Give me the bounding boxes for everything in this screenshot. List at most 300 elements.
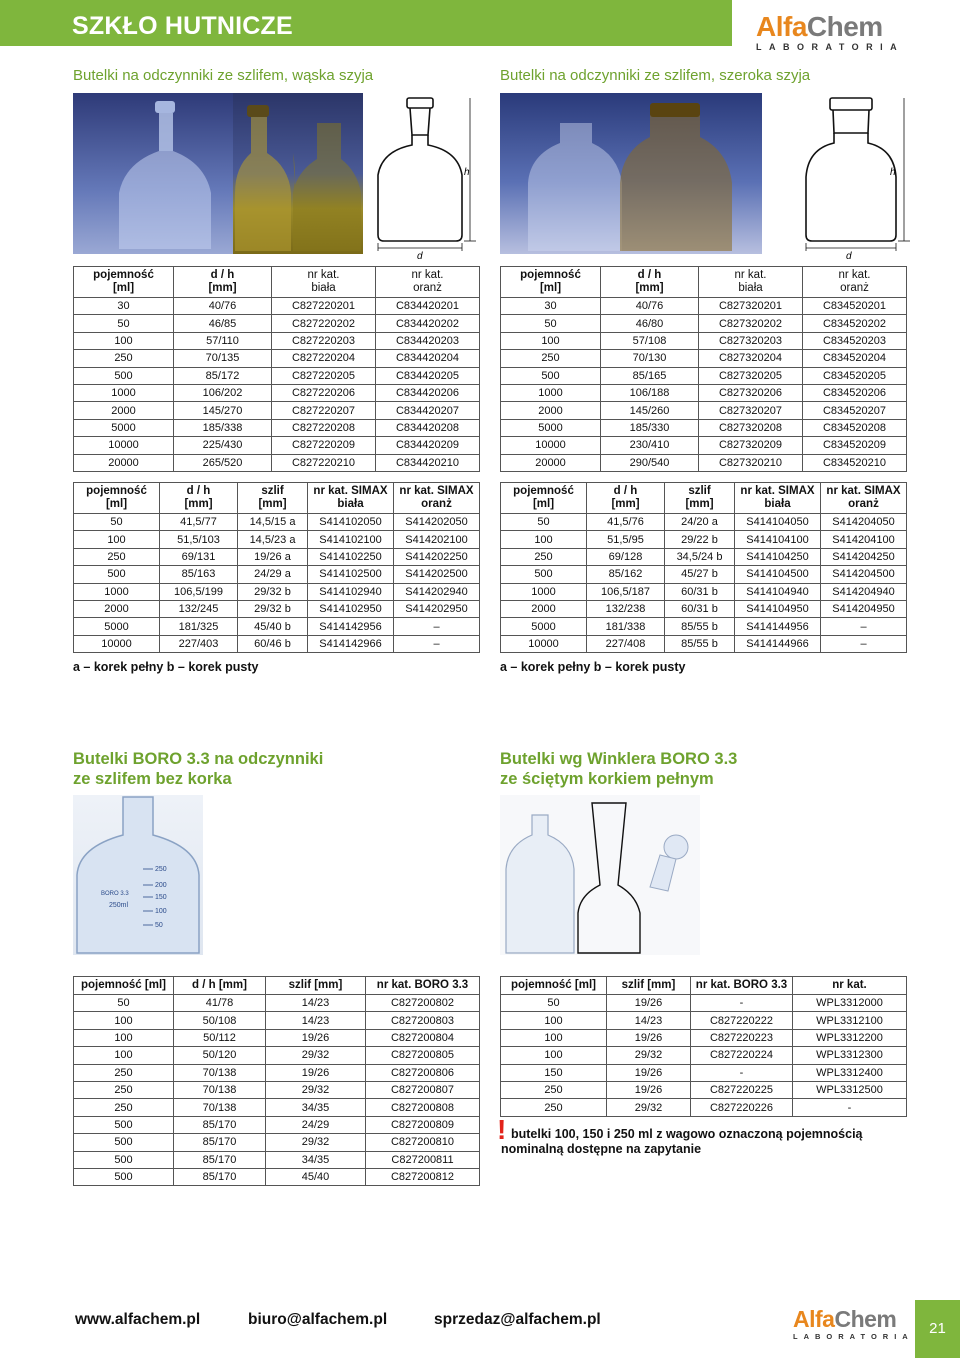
table-cell: C834520208	[803, 419, 907, 436]
table-row	[74, 350, 480, 367]
table-cell: C834520203	[803, 332, 907, 349]
table-cell: C827220205	[272, 367, 376, 384]
table-cell: 29/32	[607, 1099, 691, 1116]
table-cell: S414102050	[308, 514, 394, 531]
table-cell: 250	[74, 1064, 174, 1081]
table-cell: 100	[501, 1047, 607, 1064]
table-cell: C834520209	[803, 437, 907, 454]
table-cell: 24/20 a	[665, 514, 735, 531]
table-cell: S414204250	[821, 548, 907, 565]
table-cell: 50	[74, 514, 160, 531]
table-cell: 227/403	[160, 635, 238, 652]
table-cell: C834420202	[376, 315, 480, 332]
table-cell: 10000	[74, 635, 160, 652]
table-cell: 500	[74, 1151, 174, 1168]
table-cell: S414142966	[308, 635, 394, 652]
table-row	[501, 350, 907, 367]
table-cell: 41/78	[174, 995, 266, 1012]
table-cell: C827220226	[691, 1099, 793, 1116]
table-cell: 24/29 a	[238, 566, 308, 583]
col-header: pojemność [ml]	[501, 483, 587, 514]
table-cell: S414102950	[308, 600, 394, 617]
table-cell: 41,5/76	[587, 514, 665, 531]
table-cell: 250	[74, 1099, 174, 1116]
table-cell: 57/110	[174, 332, 272, 349]
table-cell: 50	[501, 995, 607, 1012]
table-cell: 500	[74, 566, 160, 583]
table-row	[74, 1151, 480, 1168]
table-cell: 29/22 b	[665, 531, 735, 548]
table-cell: 500	[501, 367, 601, 384]
table-cell: C827320206	[699, 384, 803, 401]
table-row	[74, 1012, 480, 1029]
photo-winkler-bottle	[500, 795, 700, 955]
table-row	[74, 635, 480, 652]
table-cell: WPL3312000	[793, 995, 907, 1012]
table-cell: 19/26	[607, 1029, 691, 1046]
table-cell: 100	[501, 332, 601, 349]
table-cell: S414202500	[394, 566, 480, 583]
table-row	[74, 315, 480, 332]
table-cell: C834520210	[803, 454, 907, 471]
table-cell: 60/46 b	[238, 635, 308, 652]
table-row	[501, 566, 907, 583]
table-cell: C827220224	[691, 1047, 793, 1064]
table-row	[501, 995, 907, 1012]
table-cell: 70/130	[601, 350, 699, 367]
table-row	[74, 384, 480, 401]
table-cell: 60/31 b	[665, 583, 735, 600]
availability-note-2: nominalną dostępne na zapytanie	[501, 1142, 702, 1156]
table-cell: 34/35	[266, 1151, 366, 1168]
alfachem-logo: AlfaChem LABORATORIA	[756, 11, 905, 52]
table-cell: 50	[501, 514, 587, 531]
table-cell: 10000	[501, 437, 601, 454]
col-header: nr kat. oranż	[803, 267, 907, 298]
table-cell: 2000	[74, 402, 174, 419]
table-cell: C827220223	[691, 1029, 793, 1046]
table-cell: 45/27 b	[665, 566, 735, 583]
photo-wide-bottles	[500, 93, 762, 254]
table-cell: 85/163	[160, 566, 238, 583]
table-cell: 5000	[501, 618, 587, 635]
footer-email-sales[interactable]: sprzedaz@alfachem.pl	[434, 1311, 601, 1328]
table-cell: S414144956	[735, 618, 821, 635]
table-cell: S414102500	[308, 566, 394, 583]
table-cell: C834420209	[376, 437, 480, 454]
table-row	[501, 315, 907, 332]
table-row	[501, 454, 907, 471]
table-cell: C827200803	[366, 1012, 480, 1029]
table-cell: S414104100	[735, 531, 821, 548]
table-cell: C827200812	[366, 1168, 480, 1185]
table-cell: 19/26	[266, 1029, 366, 1046]
table-row	[501, 1012, 907, 1029]
table-cell: 5000	[74, 618, 160, 635]
table-winkler	[500, 976, 907, 1117]
table-cell: -	[691, 1064, 793, 1081]
col-header: d / h [mm]	[160, 483, 238, 514]
table-cell: 1000	[501, 583, 587, 600]
label-h: h	[464, 167, 470, 178]
table-cell: 85/165	[601, 367, 699, 384]
table-row	[501, 332, 907, 349]
table-cell: 250	[501, 1099, 607, 1116]
section-title-wide: Butelki na odczynniki ze szlifem, szeroka szyja	[500, 67, 811, 84]
table-row	[501, 1064, 907, 1081]
table-cell: 500	[74, 1168, 174, 1185]
table-cell: 100	[501, 1012, 607, 1029]
svg-text:200: 200	[155, 882, 167, 889]
col-header: pojemność [ml]	[74, 267, 174, 298]
table-cell: 250	[74, 1081, 174, 1098]
label-d: d	[417, 251, 423, 260]
table-row	[74, 402, 480, 419]
table-cell: S414104500	[735, 566, 821, 583]
table-narrow-simax	[73, 482, 480, 653]
col-header: pojemność [ml]	[74, 483, 160, 514]
table-cell: C827220210	[272, 454, 376, 471]
table-cell: 70/138	[174, 1064, 266, 1081]
table-row	[74, 618, 480, 635]
svg-text:250ml: 250ml	[109, 902, 129, 909]
table-cell: 45/40	[266, 1168, 366, 1185]
table-cell: S414104940	[735, 583, 821, 600]
table-cell: 230/410	[601, 437, 699, 454]
table-cell: S414104250	[735, 548, 821, 565]
label-h: h	[890, 167, 896, 178]
table-row	[501, 1099, 907, 1116]
table-cell: C827320203	[699, 332, 803, 349]
svg-text:250: 250	[155, 866, 167, 873]
col-header: nr kat. biała	[272, 267, 376, 298]
table-cell: 100	[74, 1029, 174, 1046]
stopper-note: a – korek pełny b – korek pusty	[500, 660, 686, 674]
table-cell: C827220201	[272, 298, 376, 315]
table-cell: 19/26 a	[238, 548, 308, 565]
col-header: pojemność [ml]	[74, 977, 174, 995]
table-cell: 106,5/187	[587, 583, 665, 600]
table-cell: S414204950	[821, 600, 907, 617]
table-row	[501, 548, 907, 565]
col-header: nr kat. BORO 3.3	[691, 977, 793, 995]
table-wide	[500, 266, 907, 472]
table-cell: S414102940	[308, 583, 394, 600]
table-row	[501, 384, 907, 401]
table-cell: 19/26	[607, 1081, 691, 1098]
col-header: szlif [mm]	[607, 977, 691, 995]
table-cell: C827200802	[366, 995, 480, 1012]
table-cell: C827220202	[272, 315, 376, 332]
table-cell: 150	[501, 1064, 607, 1081]
col-header: nr kat. oranż	[376, 267, 480, 298]
col-header: szlif [mm]	[266, 977, 366, 995]
table-cell: 46/85	[174, 315, 272, 332]
table-cell: 29/32 b	[238, 600, 308, 617]
table-cell: 29/32	[266, 1081, 366, 1098]
table-cell: 51,5/103	[160, 531, 238, 548]
table-cell: C834420205	[376, 367, 480, 384]
table-cell: 185/330	[601, 419, 699, 436]
table-row	[74, 332, 480, 349]
col-header: d / h [mm]	[601, 267, 699, 298]
table-cell: 500	[501, 566, 587, 583]
availability-note: butelki 100, 150 i 250 ml z wagowo oznaczoną pojemnością	[511, 1127, 863, 1141]
col-header: nr kat. SIMAX oranż	[394, 483, 480, 514]
table-cell: C827200808	[366, 1099, 480, 1116]
table-cell: WPL3312500	[793, 1081, 907, 1098]
table-cell: 100	[74, 1047, 174, 1064]
table-cell: 250	[501, 1081, 607, 1098]
photo-boro-bottle	[73, 795, 203, 955]
table-cell: 100	[501, 1029, 607, 1046]
table-cell: 145/270	[174, 402, 272, 419]
table-row	[501, 1029, 907, 1046]
table-row	[501, 583, 907, 600]
table-row	[74, 548, 480, 565]
table-cell: C827220204	[272, 350, 376, 367]
table-row	[74, 566, 480, 583]
table-cell: C827200807	[366, 1081, 480, 1098]
table-cell: 40/76	[601, 298, 699, 315]
table-cell: 106,5/199	[160, 583, 238, 600]
table-cell: 85/172	[174, 367, 272, 384]
table-cell: 85/170	[174, 1134, 266, 1151]
col-header: szlif [mm]	[238, 483, 308, 514]
stopper-note: a – korek pełny b – korek pusty	[73, 660, 259, 674]
table-row	[74, 995, 480, 1012]
table-cell: 2000	[501, 402, 601, 419]
table-cell: 19/26	[266, 1064, 366, 1081]
table-cell: C834520206	[803, 384, 907, 401]
bottle-drawing-narrow	[368, 95, 478, 260]
table-cell: C827320202	[699, 315, 803, 332]
table-cell: 500	[74, 367, 174, 384]
table-row	[501, 531, 907, 548]
table-cell: C827220203	[272, 332, 376, 349]
svg-text:100: 100	[155, 908, 167, 915]
table-cell: 70/138	[174, 1081, 266, 1098]
table-cell: 30	[501, 298, 601, 315]
table-cell: S414102250	[308, 548, 394, 565]
table-cell: 57/108	[601, 332, 699, 349]
footer-website[interactable]: www.alfachem.pl	[75, 1311, 201, 1328]
section-title-narrow: Butelki na odczynniki ze szlifem, wąska szyja	[73, 67, 374, 84]
table-cell: 70/135	[174, 350, 272, 367]
table-cell: C834420204	[376, 350, 480, 367]
table-row	[501, 618, 907, 635]
table-cell: S414144966	[735, 635, 821, 652]
warning-icon: !	[497, 1114, 507, 1145]
table-row	[501, 514, 907, 531]
table-cell: 34/35	[266, 1099, 366, 1116]
table-cell: C827200806	[366, 1064, 480, 1081]
table-cell: C827320205	[699, 367, 803, 384]
table-cell: C827200804	[366, 1029, 480, 1046]
table-cell: S414142956	[308, 618, 394, 635]
table-cell: 5000	[74, 419, 174, 436]
svg-text:50: 50	[155, 922, 163, 929]
table-cell: C827220222	[691, 1012, 793, 1029]
table-cell: C834520207	[803, 402, 907, 419]
section-title-winkler: Butelki wg Winklera BORO 3.3 ze ściętym korkiem pełnym	[500, 750, 738, 788]
table-cell: 41,5/77	[160, 514, 238, 531]
table-cell: S414204940	[821, 583, 907, 600]
col-header: szlif [mm]	[665, 483, 735, 514]
table-cell: C834420208	[376, 419, 480, 436]
table-cell: 50	[501, 315, 601, 332]
table-cell: WPL3312100	[793, 1012, 907, 1029]
table-cell: S414202940	[394, 583, 480, 600]
table-cell: 46/80	[601, 315, 699, 332]
table-row	[501, 635, 907, 652]
table-cell: C834420203	[376, 332, 480, 349]
table-cell: 14/23	[607, 1012, 691, 1029]
col-header: nr kat. SIMAX biała	[735, 483, 821, 514]
table-cell: C827200811	[366, 1151, 480, 1168]
table-row	[501, 437, 907, 454]
table-cell: 100	[74, 531, 160, 548]
table-cell: 20000	[501, 454, 601, 471]
table-cell: 100	[74, 332, 174, 349]
table-cell: 19/26	[607, 995, 691, 1012]
table-row	[74, 1134, 480, 1151]
alfachem-logo-footer: AlfaChem LABORATORIA	[793, 1306, 914, 1341]
table-cell: C827200810	[366, 1134, 480, 1151]
table-cell: C834520204	[803, 350, 907, 367]
table-cell: S414202100	[394, 531, 480, 548]
table-cell: 29/32 b	[238, 583, 308, 600]
col-header: nr kat. BORO 3.3	[366, 977, 480, 995]
table-cell: S414202950	[394, 600, 480, 617]
table-row	[74, 298, 480, 315]
table-cell: 20000	[74, 454, 174, 471]
table-cell: -	[793, 1099, 907, 1116]
page-number: 21	[915, 1300, 960, 1358]
table-cell: 70/138	[174, 1099, 266, 1116]
table-row	[501, 298, 907, 315]
table-row	[74, 1029, 480, 1046]
table-cell: 265/520	[174, 454, 272, 471]
table-cell: 100	[74, 1012, 174, 1029]
table-row	[74, 1168, 480, 1185]
table-cell: 250	[74, 350, 174, 367]
table-row	[74, 1116, 480, 1133]
table-row	[74, 454, 480, 471]
table-row	[74, 1099, 480, 1116]
table-cell: 100	[501, 531, 587, 548]
table-cell: 145/260	[601, 402, 699, 419]
table-cell: 10000	[501, 635, 587, 652]
table-cell: 2000	[74, 600, 160, 617]
table-cell: 14,5/15 a	[238, 514, 308, 531]
col-header: pojemność [ml]	[501, 977, 607, 995]
table-row	[74, 600, 480, 617]
table-cell: 85/55 b	[665, 635, 735, 652]
table-cell: –	[394, 635, 480, 652]
table-cell: 50	[74, 995, 174, 1012]
table-row	[74, 1047, 480, 1064]
table-cell: 30	[74, 298, 174, 315]
table-cell: 51,5/95	[587, 531, 665, 548]
table-cell: 50/120	[174, 1047, 266, 1064]
table-row	[501, 402, 907, 419]
table-cell: 185/338	[174, 419, 272, 436]
table-cell: –	[821, 635, 907, 652]
footer-email-office[interactable]: biuro@alfachem.pl	[248, 1311, 388, 1328]
table-cell: 5000	[501, 419, 601, 436]
table-cell: 69/128	[587, 548, 665, 565]
table-cell: 45/40 b	[238, 618, 308, 635]
table-cell: C827200809	[366, 1116, 480, 1133]
table-cell: C827220208	[272, 419, 376, 436]
table-row	[501, 600, 907, 617]
table-cell: –	[394, 618, 480, 635]
table-cell: 29/32	[607, 1047, 691, 1064]
table-cell: C827220225	[691, 1081, 793, 1098]
table-cell: 14/23	[266, 995, 366, 1012]
table-cell: 1000	[74, 384, 174, 401]
page-title: SZKŁO HUTNICZE	[72, 12, 293, 40]
table-cell: 227/408	[587, 635, 665, 652]
table-cell: 40/76	[174, 298, 272, 315]
table-cell: C834420201	[376, 298, 480, 315]
table-cell: C827200805	[366, 1047, 480, 1064]
table-row	[74, 531, 480, 548]
table-row	[501, 1081, 907, 1098]
table-boro	[73, 976, 480, 1186]
col-header: nr kat. SIMAX biała	[308, 483, 394, 514]
table-row	[74, 514, 480, 531]
svg-text:BORO 3.3: BORO 3.3	[101, 891, 129, 897]
table-cell: 181/325	[160, 618, 238, 635]
table-row	[74, 1081, 480, 1098]
table-cell: –	[821, 618, 907, 635]
table-cell: WPL3312200	[793, 1029, 907, 1046]
table-narrow	[73, 266, 480, 472]
header-bar	[0, 0, 732, 46]
col-header: nr kat. biała	[699, 267, 803, 298]
table-cell: 69/131	[160, 548, 238, 565]
table-cell: C834420206	[376, 384, 480, 401]
table-wide-simax	[500, 482, 907, 653]
table-cell: C834420207	[376, 402, 480, 419]
table-cell: 85/170	[174, 1151, 266, 1168]
table-cell: C834520202	[803, 315, 907, 332]
table-cell: C827320207	[699, 402, 803, 419]
table-cell: 85/170	[174, 1168, 266, 1185]
photo-narrow-bottles	[73, 93, 257, 254]
table-cell: 500	[74, 1134, 174, 1151]
table-cell: C834520205	[803, 367, 907, 384]
table-cell: 225/430	[174, 437, 272, 454]
table-cell: C827320209	[699, 437, 803, 454]
table-cell: 132/245	[160, 600, 238, 617]
photo-amber-bottles	[233, 93, 363, 254]
table-cell: S414202250	[394, 548, 480, 565]
table-cell: 181/338	[587, 618, 665, 635]
table-cell: 14,5/23 a	[238, 531, 308, 548]
table-cell: 14/23	[266, 1012, 366, 1029]
col-header: pojemność [ml]	[501, 267, 601, 298]
table-cell: 24/29	[266, 1116, 366, 1133]
label-d: d	[846, 251, 852, 260]
table-cell: S414202050	[394, 514, 480, 531]
table-cell: 250	[501, 548, 587, 565]
table-cell: 19/26	[607, 1064, 691, 1081]
table-cell: S414104050	[735, 514, 821, 531]
table-cell: C827220206	[272, 384, 376, 401]
